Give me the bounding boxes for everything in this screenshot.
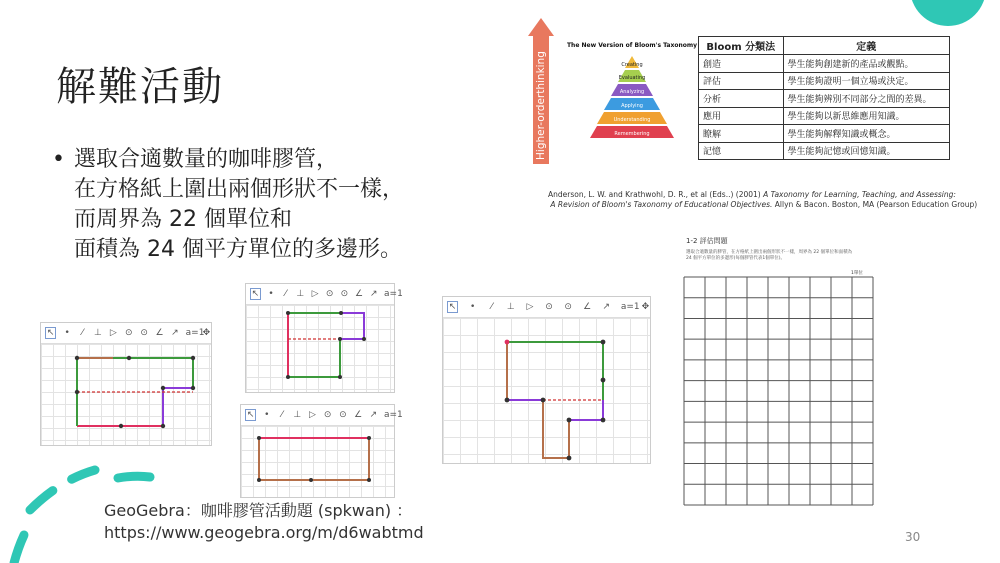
pyramid-title: The New Version of Bloom's Taxonomy [566,42,698,49]
def-cell: 學生能夠證明一個立場或決定。 [783,72,949,90]
credit-url-link[interactable]: https://www.geogebra.org/m/d6wabtmd [104,523,424,542]
def-cell: 學生能夠以新思維應用知識。 [783,107,949,125]
geogebra-toolbar: ↖ • ⁄ ⊥ ▷ ⊙ ⊙ ∠ ↗ a=1 ✥ [41,323,211,344]
bullet-line: 在方格紙上圍出兩個形狀不一樣， [74,177,405,202]
worksheet-text-line: 24 個平方單位的多邊形(每個膠管代表1個單位)。 [686,256,786,261]
geogebra-screenshot-3[interactable] [240,404,403,498]
bloom-figure [530,14,955,164]
geogebra-toolbar: ↖ • ⁄ ⊥ ▷ ⊙ ⊙ ∠ ↗ a=1 [241,405,394,426]
geogebra-toolbar: ↖ • ⁄ ⊥ ▷ ⊙ ⊙ ∠ ↗ a=1 ✥ [443,297,650,318]
term-cell: 瞭解 [699,125,784,143]
level-label: Evaluating [618,75,646,81]
worksheet-instructions [686,250,852,262]
term-cell: 評估 [699,72,784,90]
table-header: 定義 [783,37,949,55]
table-row [699,107,950,125]
citation-text: Allyn & Bacon. Boston, MA (Pearson Education Group) [774,200,978,209]
level-label: Analyzing [619,89,645,95]
def-cell: 學生能夠解釋知識或概念。 [783,125,949,143]
polygon-shape [246,305,394,392]
level-label: Creating [621,62,643,68]
worksheet-title: 1-2 評估問題 [686,237,728,245]
term-cell: 分析 [699,90,784,108]
def-cell: 學生能夠辨別不同部分之間的差異。 [783,90,949,108]
table-row [699,90,950,108]
def-cell: 學生能夠記憶或回憶知識。 [783,142,949,160]
level-label: Applying [621,103,643,109]
table-header: Bloom 分類法 [699,37,784,55]
bullet-line: 面積為 24 個平方單位的多邊形。 [74,237,402,262]
table-row [699,125,950,143]
term-cell: 記憶 [699,142,784,160]
polygon-shape [443,318,650,463]
slide-title: 解難活動 [56,64,224,110]
page-number: 30 [905,530,921,544]
teal-dash-decoration [118,476,150,478]
polygon-shape [241,426,394,497]
bloom-table [698,36,950,160]
worksheet-text-line: 選取合適數量的膠管，在方格紙上圍出兩個形狀不一樣，周界為 22 個單位和面積為 [686,250,853,255]
table-row [699,142,950,160]
citation-title: A Revision of Bloom's Taxonomy of Educational Objectives. [550,200,773,209]
teal-dash-decoration-2 [14,535,24,563]
level-label: Remembering [614,131,650,137]
term-cell: 創造 [699,55,784,73]
citation-title: A Taxonomy for Learning, Teaching, and Assessing: [763,190,956,199]
bullet-dot: • [52,147,65,172]
geogebra-toolbar: ↖ • ⁄ ⊥ ▷ ⊙ ⊙ ∠ ↗ a=1 [246,284,394,305]
arrow-label: Higher-orderthinking [535,51,547,160]
table-row [699,72,950,90]
credit-line: GeoGebra：咖啡膠管活動題 (spkwan) ： [104,501,413,520]
geogebra-screenshot-2[interactable] [245,283,403,393]
geogebra-screenshot-4[interactable] [442,296,651,464]
worksheet-grid [683,276,874,506]
term-cell: 應用 [699,107,784,125]
table-row [699,55,950,73]
teal-arc-decoration [30,470,95,510]
bullet-line: 而周界為 22 個單位和 [74,207,292,232]
citation [548,190,977,210]
bloom-pyramid [530,14,700,164]
bullet-line: 選取合適數量的咖啡膠管， [74,147,339,172]
level-label: Understanding [613,117,651,123]
def-cell: 學生能夠創建新的產品或觀點。 [783,55,949,73]
polygon-shape [41,344,211,445]
unit-label: 1單位 [851,271,863,276]
geogebra-screenshot-1[interactable] [40,322,212,446]
citation-text: Anderson, L. W. and Krathwohl, D. R., et al (Eds..) (2001) [548,190,761,199]
credit [104,500,424,544]
